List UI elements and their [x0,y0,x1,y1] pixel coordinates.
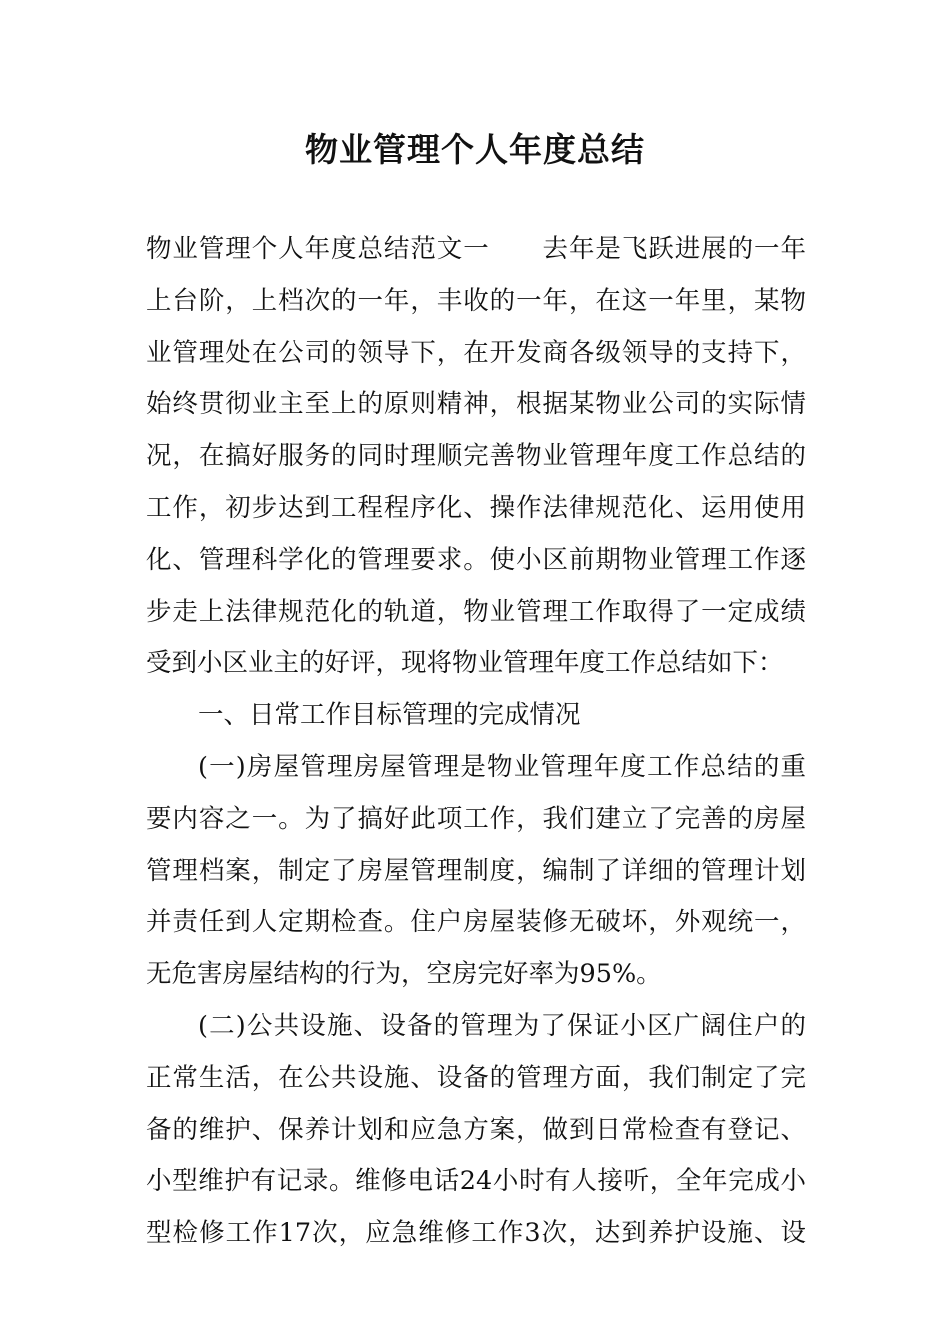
text-line: 业管理处在公司的领导下，在开发商各级领导的支持下， [146,337,806,368]
paragraph-facilities [146,1001,806,1260]
text-line: 小型维护有记录。维修电话24小时有人接听，全年完成小 [146,1166,806,1197]
text-line: 化、管理科学化的管理要求。使小区前期物业管理工作逐 [146,544,806,575]
text-line: 要内容之一。为了搞好此项工作，我们建立了完善的房屋 [146,803,806,834]
text-line: 备的维护、保养计划和应急方案，做到日常检查有登记、 [146,1114,806,1145]
page-title: 物业管理个人年度总结 [305,130,645,169]
text-line: 无危害房屋结构的行为，空房完好率为95%。 [146,959,662,990]
text-line: 物业管理个人年度总结范文一 去年是飞跃进展的一年 [146,234,806,264]
text-line: 受到小区业主的好评，现将物业管理年度工作总结如下： [146,648,784,679]
paragraph-housing [146,742,806,1001]
text-line: 始终贯彻业主至上的原则精神，根据某物业公司的实际情 [146,389,806,420]
text-line: 一、日常工作目标管理的完成情况 [198,700,581,731]
section-heading-1 [146,690,806,742]
text-line: 正常生活，在公共设施、设备的管理方面，我们制定了完 [146,1062,806,1093]
paragraph-intro [146,224,806,690]
text-line: 型检修工作17次，应急维修工作3次，达到养护设施、设 [146,1218,806,1249]
text-line: 工作，初步达到工程程序化、操作法律规范化、运用使用 [146,492,806,523]
text-line: 并责任到人定期检查。住户房屋装修无破坏，外观统一， [146,907,806,938]
text-line: 管理档案，制定了房屋管理制度，编制了详细的管理计划 [146,855,806,886]
text-line: (二)公共设施、设备的管理为了保证小区广阔住户的 [198,1010,806,1041]
document-body [146,224,806,1260]
text-line: (一)房屋管理房屋管理是物业管理年度工作总结的重 [198,751,806,782]
text-line: 步走上法律规范化的轨道，物业管理工作取得了一定成绩 [146,596,806,627]
text-line: 况，在搞好服务的同时理顺完善物业管理年度工作总结的 [146,441,806,472]
text-line: 上台阶，上档次的一年，丰收的一年，在这一年里，某物 [146,285,806,316]
